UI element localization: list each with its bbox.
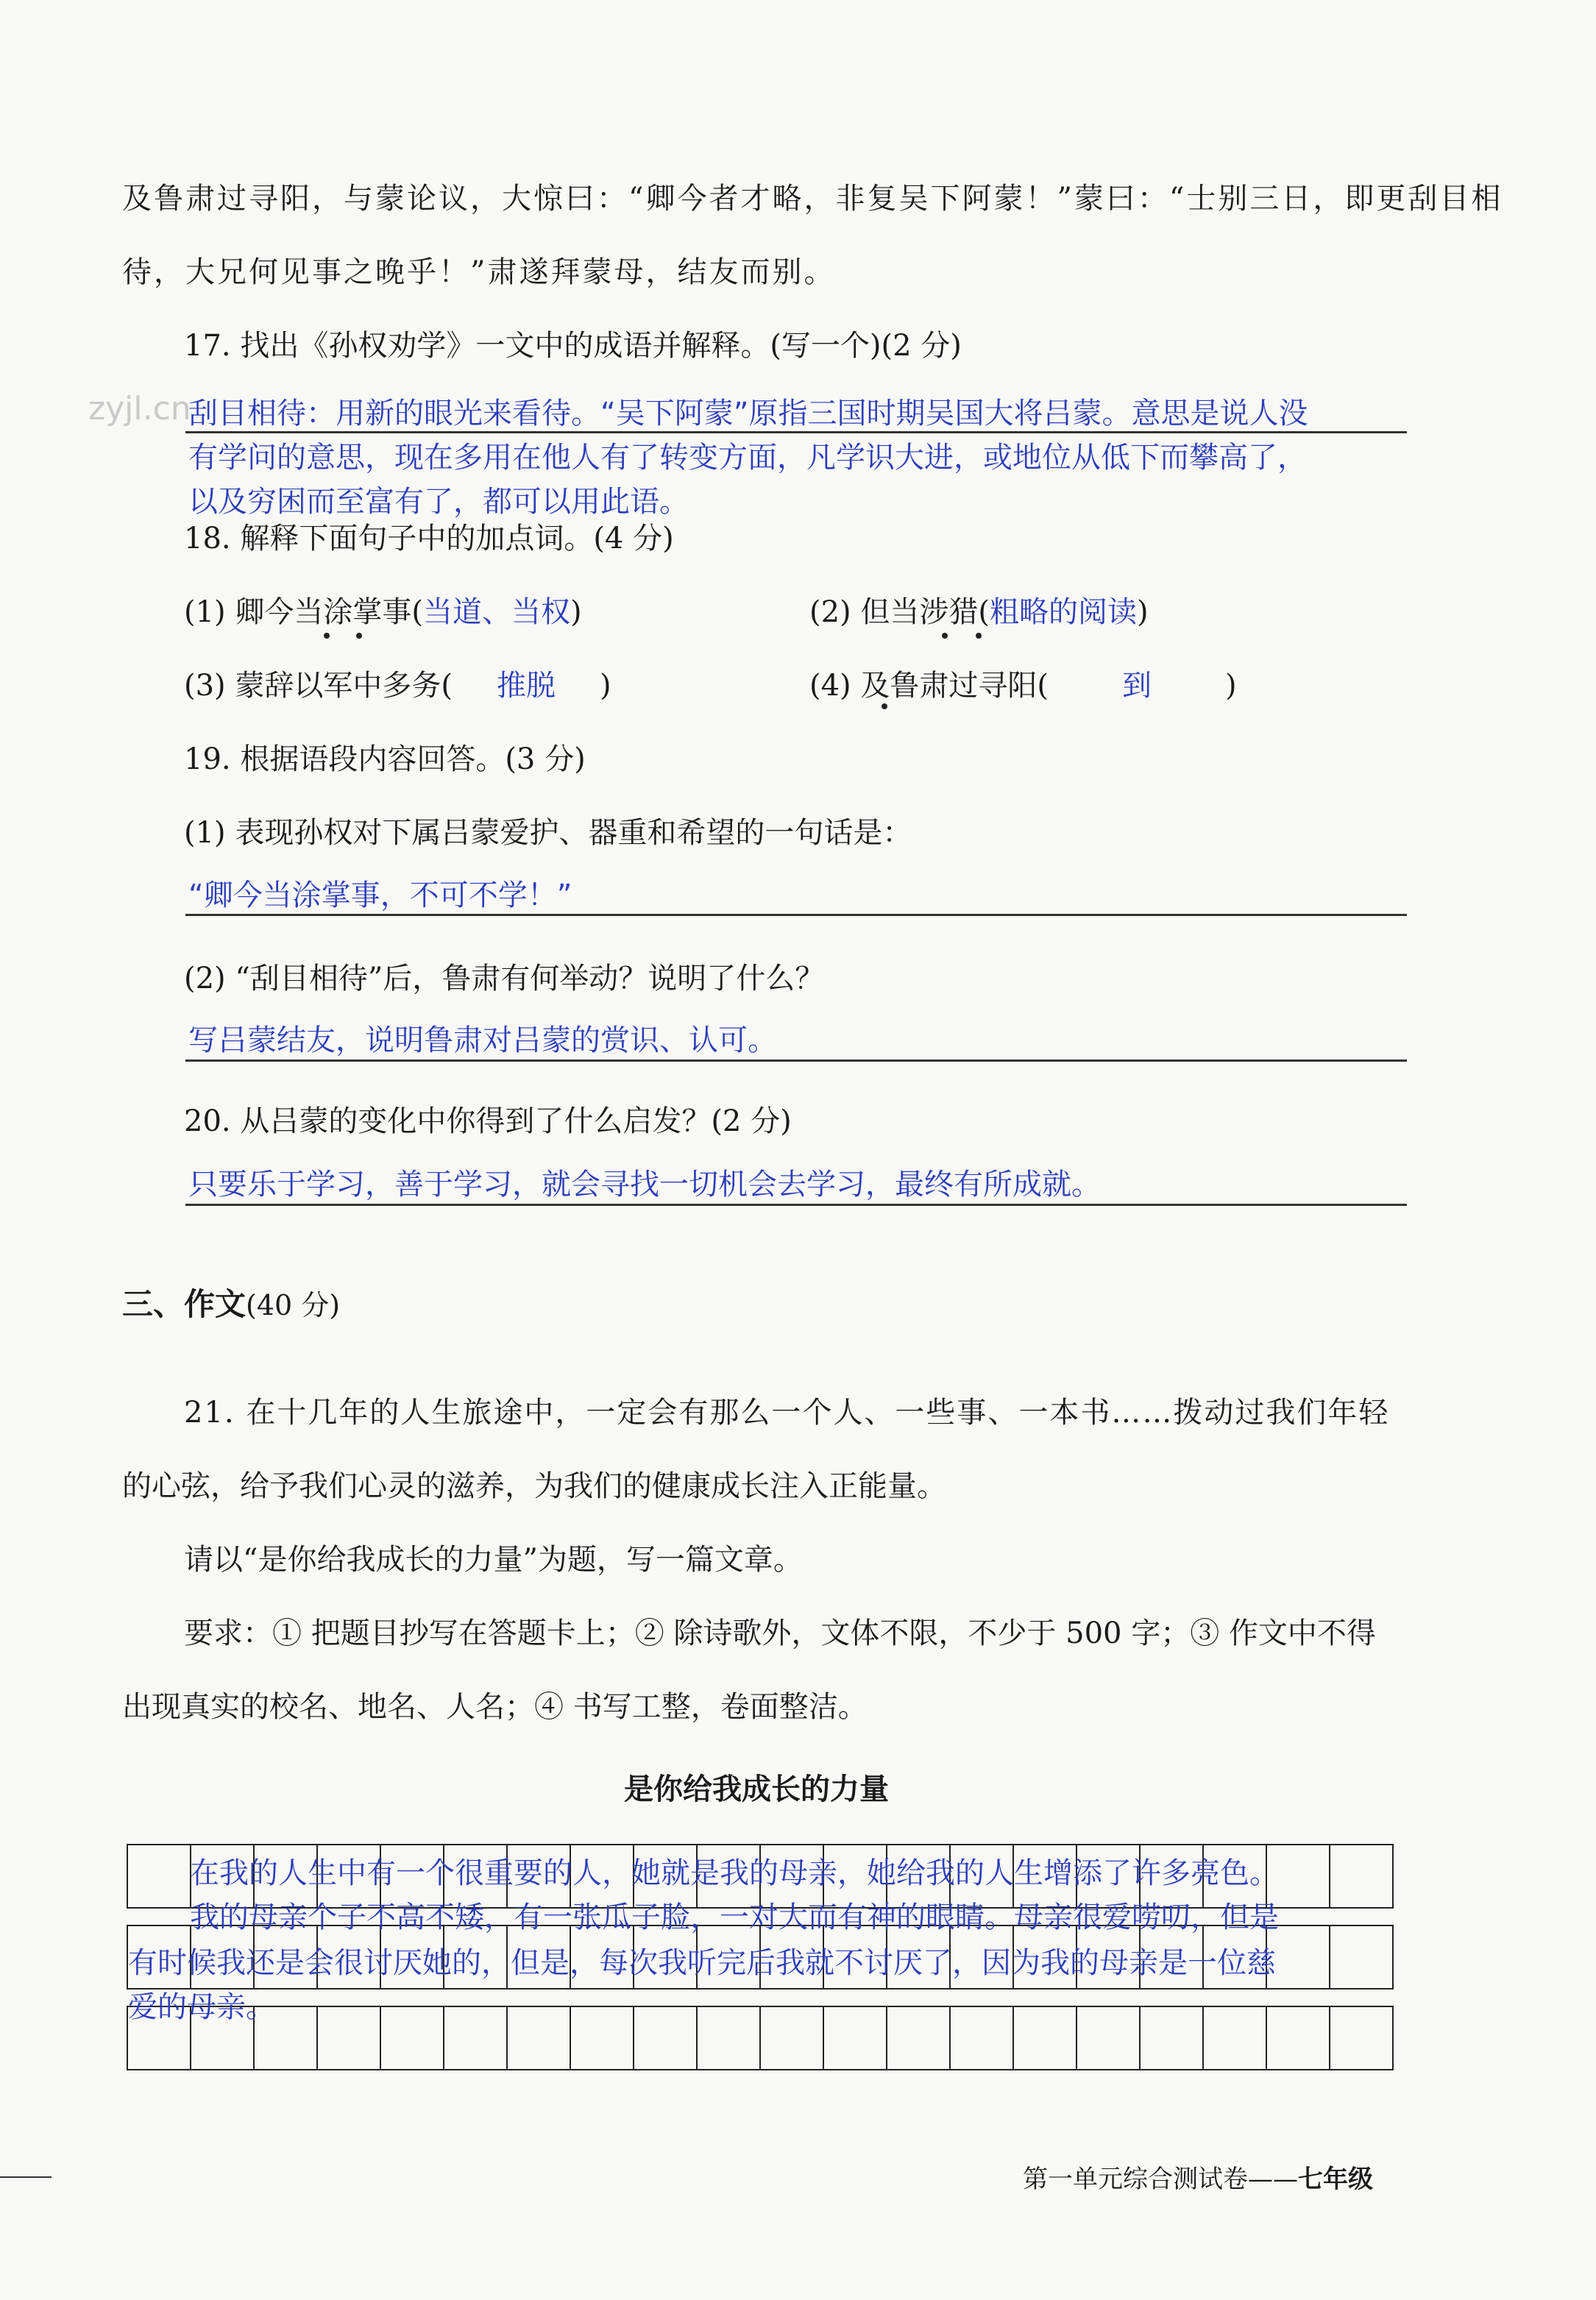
q17-answer-line-3: 以及穷困而至富有了，都可以用此语。 — [188, 485, 689, 519]
q19-answer-2-rule — [185, 1060, 1407, 1062]
section-3-title: 三、作文 — [122, 1286, 247, 1322]
q18-item-1-answer: 当道、当权 — [422, 595, 570, 629]
q20-answer-rule — [185, 1204, 1407, 1206]
passage-line-2: 待，大兄何见事之晚乎！”肃遂拜蒙母，结友而别。 — [122, 255, 836, 289]
q17-answer-line-2: 有学问的意思，现在多用在他人有了转变方面，凡学识大进，或地位从低下而攀高了， — [188, 441, 1307, 475]
q21-line-3: 请以“是你给我成长的力量”为题，写一篇文章。 — [184, 1543, 803, 1577]
q19-answer-1-rule — [185, 914, 1407, 916]
passage-line-1: 及鲁肃过寻阳，与蒙论议，大惊曰：“卿今者才略，非复吴下阿蒙！”蒙曰：“士别三日，即更刮目相 — [122, 182, 1503, 216]
essay-line-1: 在我的人生中有一个很重要的人，她就是我的母亲，她给我的人生增添了许多亮色。 — [190, 1856, 1279, 1890]
section-3-score: (40 分) — [246, 1289, 341, 1321]
emphasis-dot — [942, 633, 948, 639]
q18-item-1-close: ) — [570, 595, 582, 629]
emphasis-dot — [976, 633, 982, 639]
q18-item-3-prompt: (3) 蒙辞以军中多务( — [184, 669, 453, 703]
section-3-heading — [122, 1280, 340, 1324]
q18-item-3-answer: 推脱 — [496, 669, 556, 703]
margin-mark — [0, 2176, 52, 2178]
essay-line-2: 我的母亲个子不高不矮，有一张瓜子脸，一对大而有神的眼睛。母亲很爱唠叨，但是 — [190, 1900, 1279, 1934]
footer-title: 第一单元综合测试卷 — [1023, 2165, 1248, 2194]
q18-item-1-prompt: (1) 卿今当涂掌事( — [184, 595, 423, 629]
q17-question: 17. 找出《孙权劝学》一文中的成语并解释。(写一个)(2 分) — [184, 329, 962, 363]
essay-title: 是你给我成长的力量 — [624, 1772, 889, 1806]
q18-item-2-answer: 粗略的阅读 — [989, 595, 1137, 629]
watermark: zyjl.cn — [88, 390, 191, 427]
q19-answer-2: 写吕蒙结友，说明鲁肃对吕蒙的赏识、认可。 — [188, 1023, 777, 1057]
q18-item-4-close: ) — [1224, 669, 1237, 703]
essay-line-3: 有时候我还是会很讨厌她的，但是，每次我听完后我就不讨厌了，因为我的母亲是一位慈 — [128, 1946, 1276, 1980]
q20-question: 20. 从吕蒙的变化中你得到了什么启发？(2 分) — [184, 1104, 792, 1138]
q21-line-2: 的心弦，给予我们心灵的滋养，为我们的健康成长注入正能量。 — [122, 1469, 946, 1503]
q18-item-3 — [184, 662, 611, 704]
writing-grid-row-3 — [127, 2006, 1394, 2070]
q18-item-4-answer: 到 — [1121, 669, 1152, 703]
q18-item-2-close: ) — [1136, 595, 1149, 629]
emphasis-dot — [882, 703, 887, 709]
q17-answer-line-1: 刮目相待：用新的眼光来看待。“吴下阿蒙”原指三国时期吴国大将吕蒙。意思是说人没 — [188, 397, 1308, 430]
q17-answer-rule — [185, 431, 1407, 433]
footer — [1023, 2159, 1373, 2195]
q19-sub-2: (2) “刮目相待”后，鲁肃有何举动？说明了什么？ — [184, 962, 825, 995]
q18-item-2 — [809, 589, 1149, 631]
q18-item-3-close: ) — [599, 669, 611, 703]
q18-item-4-prompt: (4) 及鲁肃过寻阳( — [809, 669, 1049, 703]
emphasis-dot — [356, 633, 362, 639]
q18-question: 18. 解释下面句子中的加点词。(4 分) — [184, 522, 674, 556]
emphasis-dot — [324, 633, 330, 639]
q21-line-1: 21. 在十几年的人生旅途中，一定会有那么一个人、一些事、一本书……拨动过我们年轻 — [184, 1396, 1390, 1430]
q21-line-4: 要求：① 把题目抄写在答题卡上；② 除诗歌外，文体不限，不少于 500 字；③ 作文中不得 — [184, 1616, 1376, 1650]
q19-answer-1: “卿今当涂掌事，不可不学！” — [188, 879, 572, 912]
q18-item-1 — [184, 589, 582, 631]
q19-sub-1: (1) 表现孙权对下属吕蒙爱护、器重和希望的一句话是： — [184, 816, 912, 850]
q21-line-5: 出现真实的校名、地名、人名；④ 书写工整，卷面整洁。 — [122, 1690, 868, 1724]
q20-answer: 只要乐于学习，善于学习，就会寻找一切机会去学习，最终有所成就。 — [188, 1168, 1101, 1202]
q19-question: 19. 根据语段内容回答。(3 分) — [184, 742, 586, 776]
q18-item-2-prompt: (2) 但当涉猎( — [809, 595, 990, 629]
footer-dash: —— — [1248, 2165, 1298, 2194]
q18-item-4 — [809, 662, 1237, 704]
essay-line-4: 爱的母亲。 — [128, 1990, 275, 2024]
footer-grade: 七年级 — [1298, 2165, 1373, 2194]
